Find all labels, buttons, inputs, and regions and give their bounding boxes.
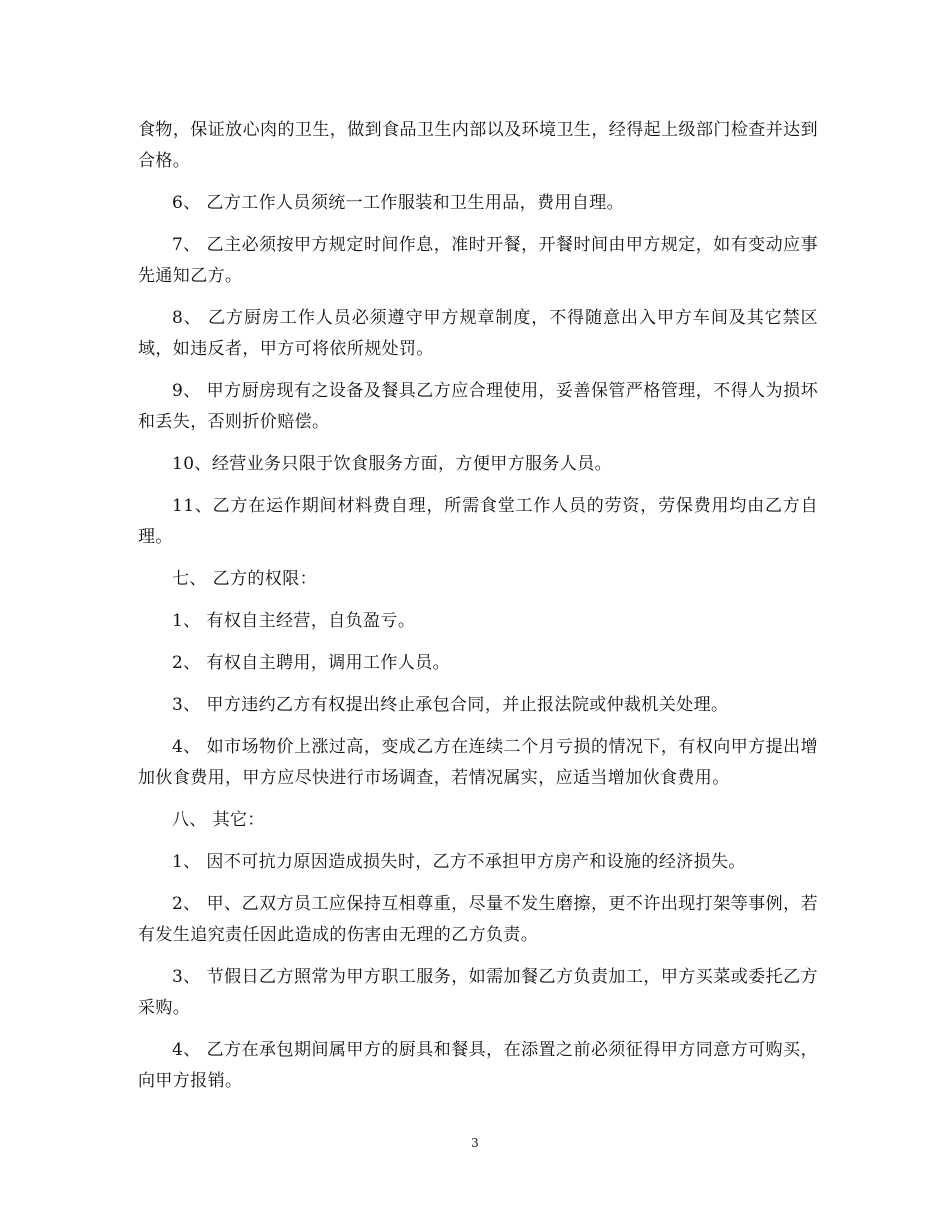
paragraph-other-1: 1、 因不可抗力原因造成损失时，乙方不承担甲方房产和设施的经济损失。 bbox=[172, 852, 746, 872]
paragraph-clause-9: 9、 甲方厨房现有之设备及餐具乙方应合理使用，妥善保管严格管理，不得人为损坏和丢失，否则折价赔偿。 bbox=[138, 381, 818, 432]
paragraph-food-hygiene-continued: 食物，保证放心肉的卫生，做到食品卫生内部以及环境卫生，经得起上级部门检查并达到合格。 bbox=[138, 120, 818, 171]
paragraph-rights-2: 2、 有权自主聘用，调用工作人员。 bbox=[172, 653, 451, 673]
paragraph-other-2: 2、 甲、乙双方员工应保持互相尊重，尽量不发生磨擦，更不许出现打架等事例，若有发生追究责任因此造成的伤害由无理的乙方负责。 bbox=[138, 894, 818, 945]
paragraph-clause-10: 10、经营业务只限于饮食服务方面，方便甲方服务人员。 bbox=[172, 454, 613, 474]
section-heading-party-b-rights: 七、 乙方的权限： bbox=[172, 569, 318, 589]
paragraph-other-3: 3、 节假日乙方照常为甲方职工服务，如需加餐乙方负责加工，甲方买菜或委托乙方采购。 bbox=[138, 967, 818, 1018]
paragraph-clause-7: 7、 乙主必须按甲方规定时间作息，准时开餐，开餐时间由甲方规定，如有变动应事先通知乙方。 bbox=[138, 235, 818, 286]
paragraph-rights-3: 3、 甲方违约乙方有权提出终止承包合同，并止报法院或仲裁机关处理。 bbox=[172, 695, 729, 715]
paragraph-other-4: 4、 乙方在承包期间属甲方的厨具和餐具，在添置之前必须征得甲方同意方可购买，向甲方报销。 bbox=[138, 1040, 818, 1091]
page-number: 3 bbox=[471, 1136, 479, 1150]
paragraph-clause-8: 8、 乙方厨房工作人员必须遵守甲方规章制度，不得随意出入甲方车间及其它禁区域，如违反者，甲方可将依所规处罚。 bbox=[138, 308, 818, 359]
paragraph-clause-6: 6、 乙方工作人员须统一工作服装和卫生用品，费用自理。 bbox=[172, 193, 625, 213]
document-body bbox=[138, 115, 818, 1108]
paragraph-rights-1: 1、 有权自主经营，自负盈亏。 bbox=[172, 611, 416, 631]
paragraph-rights-4: 4、 如市场物价上涨过高，变成乙方在连续二个月亏损的情况下，有权向甲方提出增加伙食费用，甲方应尽快进行市场调查，若情况属实，应适当增加伙食费用。 bbox=[138, 737, 818, 788]
section-heading-other: 八、 其它： bbox=[172, 810, 265, 830]
paragraph-clause-11: 11、乙方在运作期间材料费自理，所需食堂工作人员的劳资，劳保费用均由乙方自理。 bbox=[138, 496, 818, 547]
